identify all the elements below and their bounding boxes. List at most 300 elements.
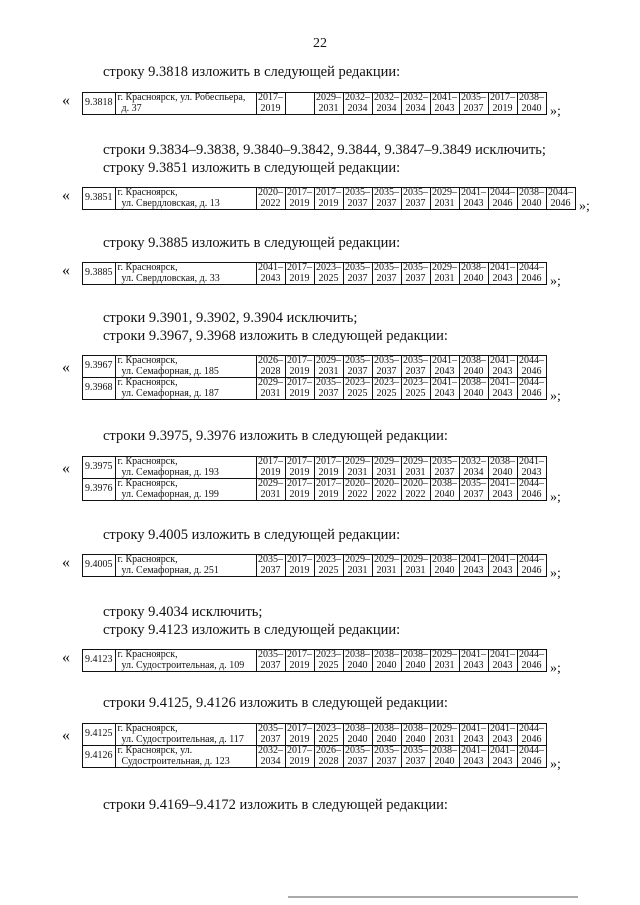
year-end: 2046 (521, 387, 542, 399)
table-row (83, 378, 547, 400)
year-start: 2029– (316, 355, 341, 366)
paragraph-amend-9-4125: строки 9.4125, 9.4126 изложить в следующей редакции: (103, 695, 448, 711)
amendment-table (82, 649, 547, 672)
open-quote: « (62, 262, 70, 279)
year-range-cell (314, 457, 343, 479)
open-quote: « (62, 92, 70, 109)
year-end: 2043 (492, 488, 513, 500)
paragraph-exclude-9-4034: строку 9.4034 исключить; (103, 604, 263, 620)
year-start: 2020– (345, 478, 370, 489)
year-range-cell (285, 263, 314, 285)
table-row (83, 746, 547, 768)
year-start: 2029– (316, 92, 341, 103)
year-end: 2019 (289, 272, 310, 284)
year-range-cell (256, 650, 285, 672)
year-end: 2040 (434, 755, 455, 767)
year-range-cell (488, 724, 517, 746)
year-start: 2038– (519, 187, 544, 198)
year-start: 2038– (403, 649, 428, 660)
year-end: 2034 (376, 102, 397, 114)
year-range-cell (517, 356, 546, 378)
year-start: 2038– (403, 723, 428, 734)
year-end: 2046 (550, 197, 571, 209)
year-start: 2029– (432, 187, 457, 198)
year-start: 2041– (490, 554, 515, 565)
year-range-cell (314, 188, 343, 210)
year-start: 2041– (490, 745, 515, 756)
year-start: 2032– (461, 456, 486, 467)
year-start: 2041– (490, 478, 515, 489)
year-range-cell (517, 724, 546, 746)
year-range-cell (459, 746, 488, 768)
year-end: 2031 (376, 564, 397, 576)
year-start: 2023– (316, 262, 341, 273)
year-end: 2043 (492, 564, 513, 576)
year-start: 2044– (519, 723, 544, 734)
row-number: 9.3851 (83, 188, 116, 210)
row-number: 9.4123 (83, 650, 116, 672)
year-start: 2035– (345, 262, 370, 273)
year-range-cell (256, 555, 285, 577)
year-end: 2037 (260, 733, 281, 745)
paragraph-exclude-rows: строки 9.3834–9.3838, 9.3840–9.3842, 9.3844, 9.3847–9.3849 исключить; (103, 142, 546, 158)
bottom-rule (288, 896, 578, 899)
year-end: 2019 (289, 659, 310, 671)
address-line-2: ул. Семафорная, д. 187 (121, 387, 219, 399)
row-number: 9.3818 (83, 93, 116, 115)
year-range-cell (517, 555, 546, 577)
year-range-cell (459, 479, 488, 501)
year-start: 2023– (374, 377, 399, 388)
year-start: 2017– (287, 554, 312, 565)
year-start: 2029– (345, 554, 370, 565)
close-quote: »; (550, 389, 561, 404)
address-line-2: ул. Семафорная, д. 185 (121, 365, 219, 377)
year-end: 2040 (434, 564, 455, 576)
year-start: 2017– (490, 92, 515, 103)
amendment-table (82, 723, 547, 768)
year-end: 2043 (463, 659, 484, 671)
table-row (83, 650, 547, 672)
year-start: 2029– (258, 377, 283, 388)
year-end: 2040 (347, 659, 368, 671)
year-end: 2043 (492, 387, 513, 399)
year-end: 2043 (492, 272, 513, 284)
year-end: 2019 (289, 488, 310, 500)
year-start: 2023– (316, 649, 341, 660)
year-range-cell (430, 378, 459, 400)
address-line-1: г. Красноярск, (117, 187, 178, 198)
address-cell (115, 263, 256, 285)
close-quote: »; (550, 490, 561, 505)
year-start: 2017– (258, 92, 283, 103)
year-start: 2041– (432, 377, 457, 388)
year-start: 2035– (432, 456, 457, 467)
year-range-cell (256, 356, 285, 378)
year-range-cell (517, 650, 546, 672)
year-end: 2046 (521, 733, 542, 745)
year-range-cell (488, 457, 517, 479)
year-range-cell (459, 724, 488, 746)
year-range-cell (401, 378, 430, 400)
year-end: 2040 (492, 466, 513, 478)
year-range-cell (401, 746, 430, 768)
address-line-2: ул. Семафорная, д. 193 (121, 466, 219, 478)
year-start: 2038– (374, 649, 399, 660)
year-end: 2037 (434, 466, 455, 478)
year-range-cell (488, 93, 517, 115)
table-block (62, 456, 561, 505)
year-range-cell (343, 378, 372, 400)
year-start: 2041– (432, 92, 457, 103)
year-end: 2040 (463, 387, 484, 399)
year-start: 2041– (490, 723, 515, 734)
year-end: 2019 (318, 488, 339, 500)
table-row (83, 457, 547, 479)
year-start: 2044– (519, 649, 544, 660)
open-quote: « (62, 649, 70, 666)
amendment-table (82, 92, 547, 115)
year-start: 2029– (374, 456, 399, 467)
year-end: 2031 (260, 488, 281, 500)
year-range-cell (488, 378, 517, 400)
year-end: 2031 (347, 466, 368, 478)
year-start: 2044– (519, 745, 544, 756)
year-range-cell (314, 555, 343, 577)
year-start: 2020– (403, 478, 428, 489)
year-end: 2025 (318, 564, 339, 576)
year-end: 2019 (289, 387, 310, 399)
address-cell (115, 188, 256, 210)
year-end: 2040 (347, 733, 368, 745)
year-start: 2041– (461, 723, 486, 734)
year-range-cell (488, 188, 517, 210)
year-range-cell (401, 188, 430, 210)
year-range-cell (430, 93, 459, 115)
year-start: 2029– (345, 456, 370, 467)
year-start: 2017– (316, 478, 341, 489)
year-end: 2037 (376, 755, 397, 767)
page-number: 22 (313, 36, 327, 51)
year-range-cell (343, 188, 372, 210)
row-number: 9.4125 (83, 724, 116, 746)
year-end: 2040 (434, 488, 455, 500)
address-line-1: г. Красноярск, (117, 262, 178, 273)
paragraph-amend-9-3818: строку 9.3818 изложить в следующей редакции: (103, 64, 401, 80)
table-row (83, 479, 547, 501)
year-end: 2043 (492, 733, 513, 745)
year-end: 2040 (463, 365, 484, 377)
close-quote: »; (550, 274, 561, 289)
year-range-cell (430, 356, 459, 378)
year-range-cell (459, 457, 488, 479)
year-start: 2023– (316, 554, 341, 565)
year-end: 2019 (318, 466, 339, 478)
year-start: 2035– (345, 187, 370, 198)
year-end: 2037 (260, 564, 281, 576)
address-line-1: г. Красноярск, (117, 377, 178, 388)
year-end: 2046 (521, 365, 542, 377)
year-end: 2034 (260, 755, 281, 767)
year-end: 2046 (521, 272, 542, 284)
year-range-cell (343, 356, 372, 378)
address-line-1: г. Красноярск, (117, 723, 178, 734)
year-start: 2029– (432, 649, 457, 660)
paragraph-amend-9-4005: строку 9.4005 изложить в следующей редакции: (103, 527, 401, 543)
year-end: 2043 (463, 564, 484, 576)
year-end: 2019 (260, 102, 281, 114)
year-end: 2037 (463, 102, 484, 114)
year-range-cell (372, 555, 401, 577)
year-range-cell (372, 479, 401, 501)
year-start: 2017– (287, 456, 312, 467)
year-end: 2046 (492, 197, 513, 209)
year-range-cell (401, 93, 430, 115)
year-end: 2043 (463, 197, 484, 209)
year-range-cell (314, 263, 343, 285)
year-start: 2038– (432, 478, 457, 489)
year-start: 2029– (258, 478, 283, 489)
year-start: 2032– (374, 92, 399, 103)
year-range-cell (430, 263, 459, 285)
year-start: 2035– (374, 355, 399, 366)
year-end: 2019 (318, 197, 339, 209)
year-start: 2035– (461, 92, 486, 103)
row-number: 9.4126 (83, 746, 116, 768)
paragraph-amend-9-4169: строки 9.4169–9.4172 изложить в следующей редакции: (103, 797, 448, 813)
year-end: 2022 (376, 488, 397, 500)
amendment-table (82, 262, 547, 285)
year-start: 2035– (374, 187, 399, 198)
year-start: 2035– (258, 554, 283, 565)
address-line-1: г. Красноярск, ул. (117, 745, 193, 756)
year-start: 2044– (490, 187, 515, 198)
year-range-cell (314, 650, 343, 672)
year-end: 2040 (405, 659, 426, 671)
year-start: 2044– (548, 187, 573, 198)
year-end: 2037 (405, 755, 426, 767)
year-start: 2038– (519, 92, 544, 103)
year-range-cell (517, 479, 546, 501)
year-start: 2038– (461, 262, 486, 273)
year-end: 2040 (521, 197, 542, 209)
year-end: 2040 (405, 733, 426, 745)
year-range-cell (343, 650, 372, 672)
address-line-1: г. Красноярск, ул. Робеспьера, (117, 92, 246, 103)
year-end: 2037 (347, 272, 368, 284)
year-range-cell (314, 93, 343, 115)
row-number: 9.3967 (83, 356, 116, 378)
year-start: 2017– (287, 478, 312, 489)
year-end: 2019 (260, 466, 281, 478)
year-start: 2026– (258, 355, 283, 366)
year-range-cell (459, 555, 488, 577)
year-range-cell (343, 93, 372, 115)
year-range-cell (401, 457, 430, 479)
year-end: 2025 (318, 272, 339, 284)
year-start: 2038– (432, 745, 457, 756)
paragraph-amend-9-3851: строку 9.3851 изложить в следующей редакции: (103, 160, 401, 176)
address-line-1: г. Красноярск, (117, 554, 178, 565)
year-end: 2043 (492, 659, 513, 671)
year-range-cell (343, 479, 372, 501)
year-range-cell (546, 188, 575, 210)
year-start: 2017– (287, 723, 312, 734)
year-end: 2037 (318, 387, 339, 399)
year-start: 2017– (287, 187, 312, 198)
year-range-cell (343, 457, 372, 479)
year-range-cell (256, 724, 285, 746)
year-range-cell (372, 746, 401, 768)
year-start: 2038– (461, 377, 486, 388)
address-cell (115, 378, 256, 400)
year-range-cell (256, 746, 285, 768)
year-start: 2038– (345, 649, 370, 660)
year-range-cell (517, 378, 546, 400)
address-line-2: ул. Свердловская, д. 13 (121, 197, 220, 209)
year-range-cell (488, 555, 517, 577)
year-end: 2043 (434, 365, 455, 377)
table-row (83, 356, 547, 378)
year-start: 2023– (345, 377, 370, 388)
year-start: 2029– (403, 456, 428, 467)
year-end: 2022 (260, 197, 281, 209)
year-start: 2044– (519, 262, 544, 273)
year-range-cell (488, 479, 517, 501)
paragraph-amend-9-4123: строку 9.4123 изложить в следующей редакции: (103, 622, 401, 638)
year-start: 2035– (345, 355, 370, 366)
year-range-cell (430, 188, 459, 210)
year-start: 2035– (316, 377, 341, 388)
year-range-cell (372, 650, 401, 672)
amendment-table (82, 554, 547, 577)
year-end: 2046 (521, 659, 542, 671)
year-end: 2040 (463, 272, 484, 284)
year-end: 2031 (434, 197, 455, 209)
address-line-1: г. Красноярск, (117, 478, 178, 489)
year-start: 2020– (374, 478, 399, 489)
table-row (83, 555, 547, 577)
paragraph-amend-9-3885: строку 9.3885 изложить в следующей редакции: (103, 235, 401, 251)
year-start: 2041– (461, 187, 486, 198)
year-start: 2032– (258, 745, 283, 756)
address-line-1: г. Красноярск, (117, 456, 178, 467)
year-start: 2035– (403, 262, 428, 273)
year-end: 2031 (434, 272, 455, 284)
year-end: 2025 (376, 387, 397, 399)
address-line-1: г. Красноярск, (117, 649, 178, 660)
year-start: 2017– (287, 262, 312, 273)
year-range-cell (430, 555, 459, 577)
year-end: 2031 (347, 564, 368, 576)
year-start: 2017– (287, 745, 312, 756)
year-range-cell (517, 746, 546, 768)
year-range-cell (430, 746, 459, 768)
address-line-2: ул. Судостроительная, д. 109 (121, 659, 245, 671)
table-block (62, 649, 561, 676)
year-range-cell (488, 263, 517, 285)
year-start: 2041– (461, 745, 486, 756)
year-start: 2035– (461, 478, 486, 489)
year-end: 2022 (405, 488, 426, 500)
year-end: 2019 (289, 466, 310, 478)
close-quote: »; (579, 199, 590, 214)
year-range-cell (285, 93, 314, 115)
year-range-cell (401, 479, 430, 501)
year-range-cell (285, 356, 314, 378)
year-range-cell (372, 356, 401, 378)
year-start: 2041– (490, 649, 515, 660)
year-range-cell (401, 263, 430, 285)
table-row (83, 93, 547, 115)
year-range-cell (459, 378, 488, 400)
year-range-cell (459, 650, 488, 672)
year-range-cell (372, 724, 401, 746)
paragraph-amend-9-3967: строки 9.3967, 9.3968 изложить в следующей редакции: (103, 328, 448, 344)
year-end: 2019 (289, 755, 310, 767)
year-range-cell (314, 479, 343, 501)
year-end: 2037 (405, 365, 426, 377)
year-end: 2043 (463, 755, 484, 767)
year-range-cell (372, 93, 401, 115)
year-start: 2038– (345, 723, 370, 734)
year-end: 2034 (405, 102, 426, 114)
year-end: 2028 (260, 365, 281, 377)
row-number: 9.3968 (83, 378, 116, 400)
row-number: 9.3885 (83, 263, 116, 285)
year-start: 2029– (432, 723, 457, 734)
year-start: 2029– (374, 554, 399, 565)
year-end: 2031 (434, 659, 455, 671)
year-end: 2025 (347, 387, 368, 399)
year-range-cell (285, 479, 314, 501)
paragraph-amend-9-3975: строки 9.3975, 9.3976 изложить в следующей редакции: (103, 428, 448, 444)
year-end: 2031 (318, 365, 339, 377)
year-start: 2041– (461, 649, 486, 660)
year-start: 2023– (403, 377, 428, 388)
year-end: 2046 (521, 755, 542, 767)
year-start: 2017– (258, 456, 283, 467)
year-start: 2029– (403, 554, 428, 565)
year-end: 2043 (492, 365, 513, 377)
year-start: 2035– (374, 262, 399, 273)
table-block (62, 723, 561, 772)
year-end: 2043 (434, 387, 455, 399)
year-range-cell (285, 457, 314, 479)
year-end: 2043 (434, 102, 455, 114)
year-end: 2037 (347, 755, 368, 767)
table-block (62, 355, 561, 404)
year-range-cell (285, 724, 314, 746)
year-start: 2035– (258, 723, 283, 734)
year-range-cell (314, 356, 343, 378)
year-range-cell (459, 188, 488, 210)
year-end: 2031 (376, 466, 397, 478)
table-row (83, 188, 576, 210)
close-quote: »; (550, 104, 561, 119)
year-range-cell (459, 263, 488, 285)
year-end: 2037 (463, 488, 484, 500)
year-end: 2034 (463, 466, 484, 478)
year-start: 2044– (519, 478, 544, 489)
address-cell (115, 457, 256, 479)
address-line-2: ул. Семафорная, д. 199 (121, 488, 219, 500)
year-start: 2038– (374, 723, 399, 734)
year-start: 2041– (258, 262, 283, 273)
year-end: 2040 (521, 102, 542, 114)
year-range-cell (517, 188, 546, 210)
year-end: 2043 (521, 466, 542, 478)
